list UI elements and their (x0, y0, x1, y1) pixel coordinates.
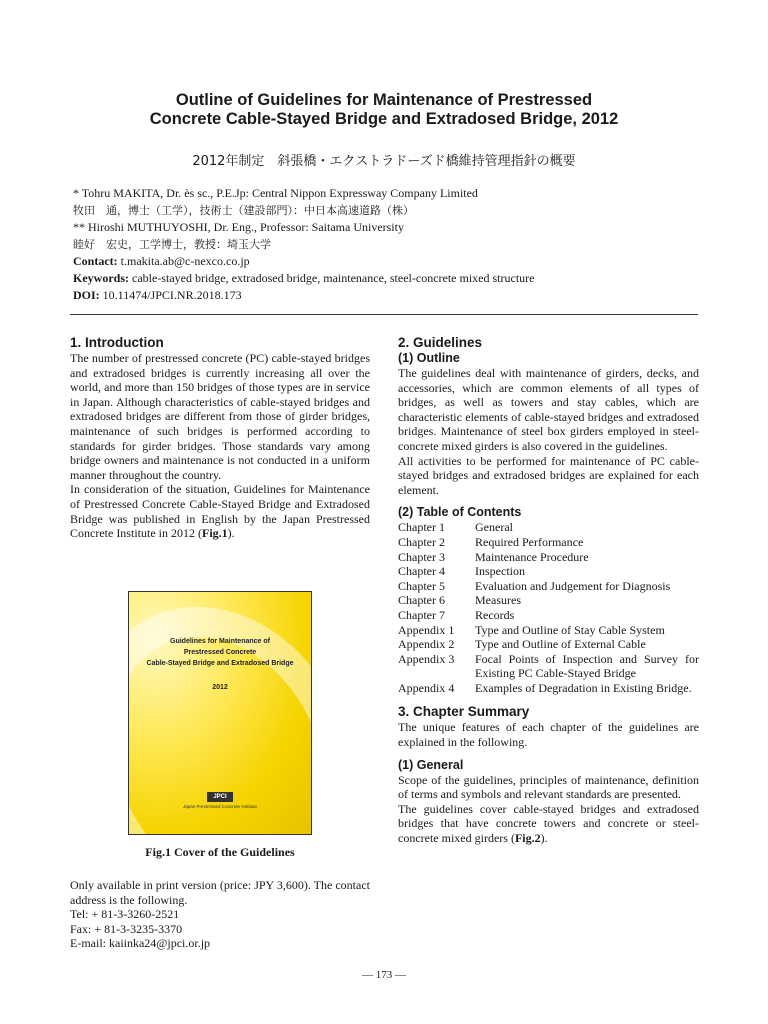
japanese-title: 2012年制定 斜張橋・エクストラドーズド橋維持管理指針の概要 (192, 154, 576, 169)
author-1-jp: 牧田 通，博士（工学），技術士（建設部門）：中日本高速道路（株） (73, 204, 414, 217)
contact-label: Contact: (73, 254, 118, 268)
right-column (398, 334, 699, 846)
contact-email-address[interactable]: E-mail: kaiinka24@jpci.or.jp (70, 936, 211, 951)
toc-label: Appendix 1 (398, 622, 455, 637)
author-2-jp: 睦好 宏史，工学博士，教授：埼玉大学 (73, 238, 271, 251)
cover-organization: Japan Prestressed Concrete Institute (182, 804, 258, 809)
toc-desc: Focal Points of Inspection and Survey for Existing PC Cable-Stayed Bridge (475, 651, 699, 681)
toc-label: Chapter 5 (398, 578, 445, 593)
general-paragraph-1: Scope of the guidelines, principles of maintenance, definition of terms and symbols and relevant standards are presented. (398, 772, 699, 802)
toc-label: Chapter 2 (398, 534, 445, 549)
outline-paragraph-2: All activities to be performed for maintenance of PC cable-stayed bridges and extradosed bridges are explained for each element. (398, 453, 699, 497)
cover-year: 2012 (212, 684, 228, 691)
header-divider (70, 314, 698, 315)
outline-paragraph-1: The guidelines deal with maintenance of girders, decks, and accessories, which are common elements of all types of bridges, as well as towers and stay cables, which are characteristic elements of cable-stayed bridges and extradosed bridges. Maintenance of steel box girders employed in steel-concrete mixed girders is also covered in the guidelines. (398, 366, 699, 453)
toc-desc: Maintenance Procedure (475, 549, 589, 564)
title-line-2: Concrete Cable-Stayed Bridge and Extradosed Bridge, 2012 (149, 110, 619, 128)
toc-label: Chapter 3 (398, 549, 445, 564)
intro-p2-text: In consideration of the situation, Guidelines for Maintenance of Prestressed Concrete Cable-Stayed Bridge and Extradosed Bridge was published in English by the Japan Prestressed Concrete Institute in 2012 ( (70, 482, 370, 541)
keywords-line (73, 270, 703, 287)
author-1-en: * Tohru MAKITA, Dr. ès sc., P.E.Jp: Central Nippon Expressway Company Limited (73, 186, 478, 200)
general-heading: (1) General (398, 757, 464, 772)
toc-desc: Type and Outline of Stay Cable System (475, 622, 665, 637)
toc-label: Chapter 7 (398, 607, 445, 622)
toc-desc: Type and Outline of External Cable (475, 637, 646, 652)
toc-label: Chapter 6 (398, 593, 445, 608)
telephone: Tel: + 81-3-3260-2521 (70, 907, 180, 922)
cover-title (129, 636, 311, 669)
chapter-summary-heading: 3. Chapter Summary (398, 704, 530, 720)
general-p2-end: ). (540, 831, 548, 846)
toc-desc: Required Performance (475, 534, 584, 549)
keywords-value: cable-stayed bridge, extradosed bridge, maintenance, steel-concrete mixed structure (129, 271, 535, 285)
page-number: — 173 — (362, 969, 406, 981)
toc-desc: Inspection (475, 564, 525, 579)
jpci-logo: JPCI (207, 792, 233, 802)
toc-desc: Evaluation and Judgement for Diagnosis (475, 578, 671, 593)
toc-desc: Records (475, 607, 515, 622)
title-line-1: Outline of Guidelines for Maintenance of Prestressed (175, 91, 593, 109)
keywords-label: Keywords: (73, 271, 129, 285)
print-availability: Only available in print version (price: JPY 3,600). The contact address is the following. (70, 878, 370, 907)
guidelines-heading: 2. Guidelines (398, 335, 483, 350)
author-block (73, 185, 703, 304)
intro-paragraph-2 (70, 482, 370, 540)
toc-label: Chapter 1 (398, 520, 445, 535)
outline-heading: (1) Outline (398, 351, 460, 365)
doi-line (73, 287, 703, 304)
left-column (70, 334, 370, 541)
intro-p2-end: ). (227, 526, 235, 541)
fig2-reference[interactable]: Fig.2 (514, 831, 541, 846)
general-p2-text: The guidelines cover cable-stayed bridges and extradosed bridges that have concrete towers and concrete or steel-concrete mixed girders ( (398, 801, 699, 846)
toc-desc: General (475, 520, 513, 535)
toc-label: Appendix 4 (398, 680, 455, 695)
toc-label: Appendix 3 (398, 651, 455, 666)
paper-title (0, 91, 768, 129)
toc-label: Appendix 2 (398, 637, 455, 652)
author-2-en: ** Hiroshi MUTHUYOSHI, Dr. Eng., Professor: Saitama University (73, 220, 404, 234)
guidelines-cover-image (128, 591, 312, 835)
intro-heading: 1. Introduction (70, 335, 164, 350)
doi-label: DOI: (73, 288, 100, 302)
purchase-contact-block (70, 878, 370, 951)
toc-desc: Examples of Degradation in Existing Bridge. (475, 680, 692, 695)
cover-title-line-3: Cable-Stayed Bridge and Extradosed Bridge (146, 660, 294, 667)
cover-title-line-2: Prestressed Concrete (183, 649, 257, 656)
general-paragraph-2 (398, 802, 699, 846)
cover-title-line-1: Guidelines for Maintenance of (170, 638, 270, 645)
intro-paragraph-1: The number of prestressed concrete (PC) cable-stayed bridges and extradosed bridges is currently increasing all over the world, and more than 150 bridges of those types are in service in Japan. Although characteristics of cable-stayed bridges and extradosed bridges are different from those of girder bridges, maintenance of such bridges is performed according to standards for girder bridges. Those standards vary among bridge owners and maintenance is not conducted in a uniform manner throughout the country. (70, 351, 370, 482)
toc-heading: (2) Table of Contents (398, 505, 522, 520)
summary-intro: The unique features of each chapter of the guidelines are explained in the following. (398, 720, 699, 750)
contact-email[interactable]: t.makita.ab@c-nexco.co.jp (117, 254, 250, 268)
toc-desc: Measures (475, 593, 521, 608)
doi-value[interactable]: 10.11474/JPCI.NR.2018.173 (99, 288, 242, 302)
table-of-contents (398, 520, 699, 695)
fig1-reference[interactable]: Fig.1 (201, 526, 228, 541)
contact-line (73, 253, 703, 270)
toc-label: Chapter 4 (398, 564, 445, 579)
figure-1-caption: Fig.1 Cover of the Guidelines (145, 845, 295, 859)
fax: Fax: + 81-3-3235-3370 (70, 921, 183, 936)
